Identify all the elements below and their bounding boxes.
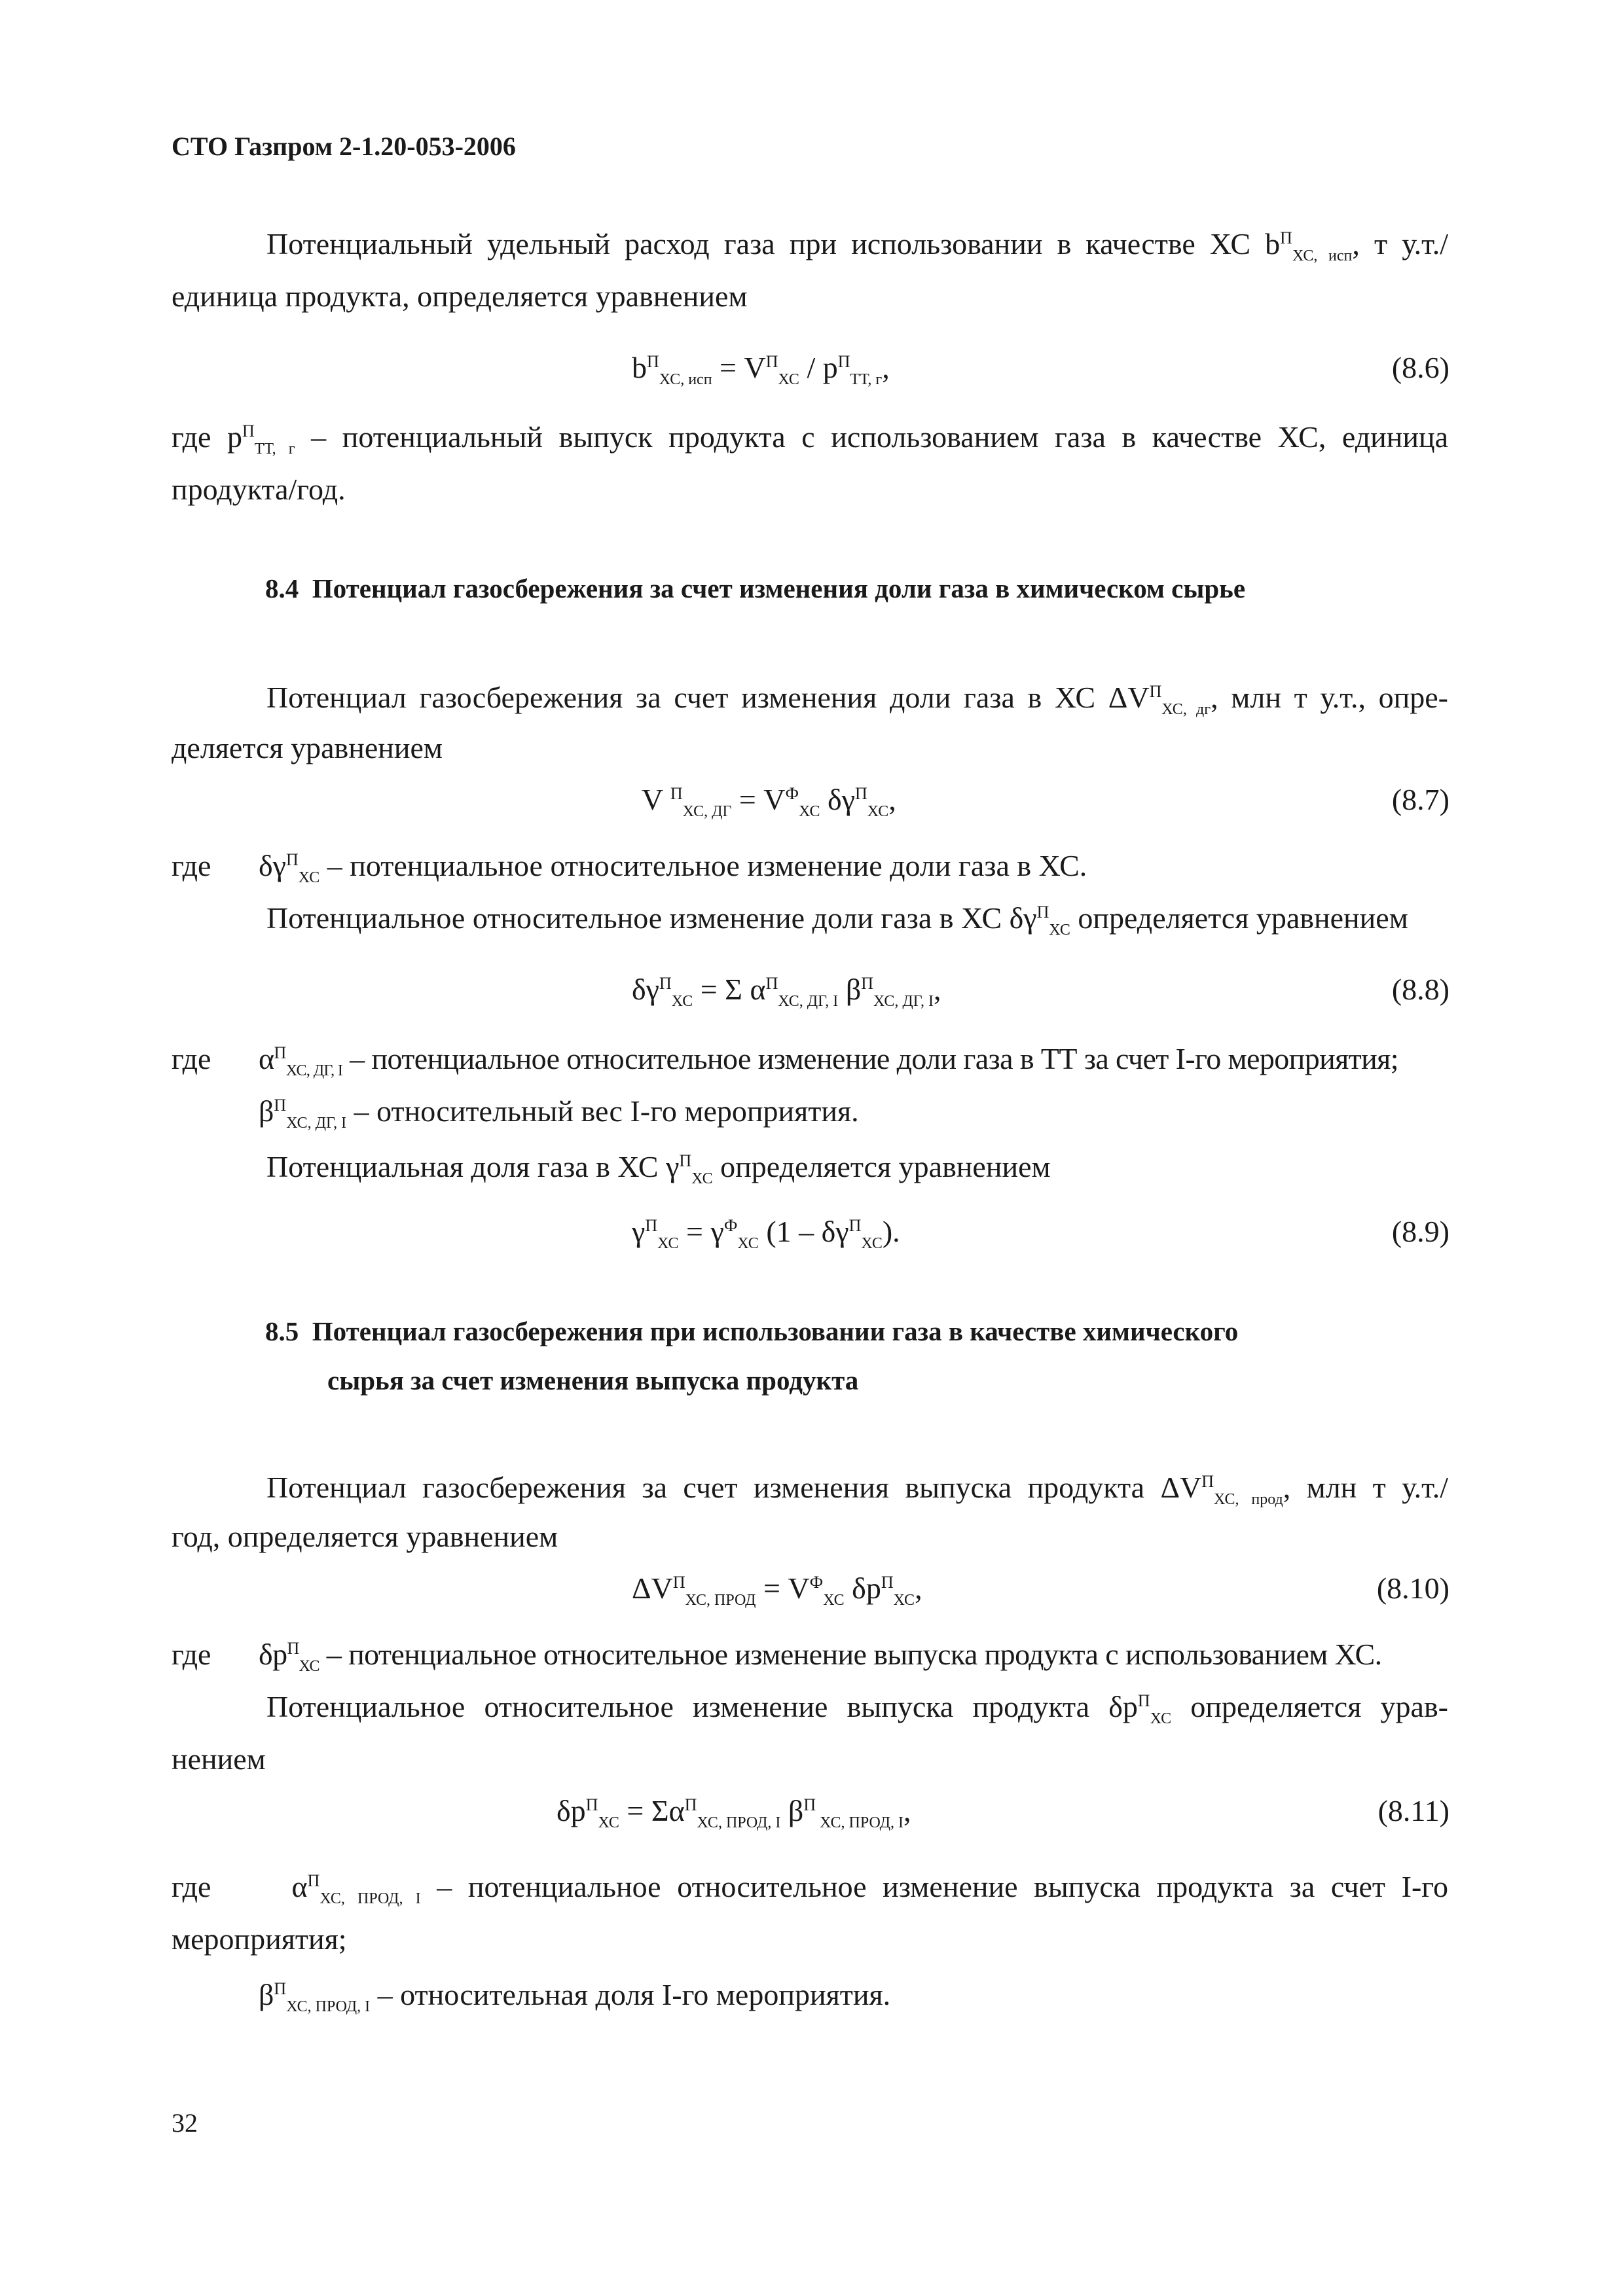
equation-explanation: где $p^П_{ТТ, г}$ – потенциальный выпуск продукта с использованием газа в качестве ХС, единица: [172, 420, 1449, 457]
section-heading-8-5: 8.5 Потенциал газосбережения при использовании газа в качестве химического: [265, 1316, 1239, 1346]
equation-8-7: V $^П_{ХС, ДГ} = V^Ф_{ХС}$ $\delta\gamma^П_{ХС}$,: [642, 783, 896, 820]
paragraph-line: нением: [172, 1742, 266, 1776]
paragraph-specific-gas-consumption: Потенциальный удельный расход газа при использовании в качестве ХС $b^П_{ХС, исп}$, т у.т./: [266, 227, 1449, 264]
equation-explanation: где $\alpha^П_{ХС, ПРОД, I}$ – потенциальное относительное изменение выпуска продукта за счет I-го: [172, 1870, 1448, 1907]
equation-explanation: $\delta p^П_{ХС}$ – потенциальное относительное изменение выпуска продукта с использованием ХС.: [259, 1638, 1382, 1675]
section-heading-8-4: 8.4 Потенциал газосбережения за счет изменения доли газа в химическом сырье: [265, 573, 1246, 603]
paragraph-line: продукта/год.: [172, 473, 346, 506]
equation-number: (8.6): [1391, 351, 1450, 384]
equation-8-9: $\gamma^П_{ХС} = \gamma^Ф_{ХС}$ $(1 - \delta\gamma^П_{ХС})$.: [632, 1215, 900, 1252]
equation-explanation-lead: где: [172, 1638, 211, 1671]
equation-explanation: $\alpha^П_{ХС, ДГ, I}$ – потенциальное относительное изменение доли газа в ТТ за счет I-го мероприятия;: [259, 1042, 1398, 1079]
paragraph-relative-change: Потенциальное относительное изменение доли газа в ХС $\delta\gamma^П_{ХС}$ определяется уравнением: [266, 901, 1408, 939]
paragraph-line: единица продукта, определяется уравнением: [172, 279, 748, 313]
paragraph-relative-output-change: Потенциальное относительное изменение выпуска продукта $\delta p^П_{ХС}$ определяется урав-: [266, 1690, 1448, 1727]
equation-number: (8.9): [1391, 1215, 1450, 1248]
paragraph-gas-share: Потенциальная доля газа в ХС $\gamma^П_{ХС}$ определяется уравнением: [266, 1150, 1051, 1187]
equation-number: (8.10): [1376, 1571, 1450, 1605]
section-heading-8-5-line2: сырья за счет изменения выпуска продукта: [327, 1365, 859, 1395]
equation-8-8: $\delta\gamma^П_{ХС} = \Sigma$ $\alpha^П_{ХС, ДГ, I}$ $\beta^П_{ХС, ДГ, I}$,: [632, 973, 941, 1010]
paragraph-line: год, определяется уравнением: [172, 1520, 558, 1553]
equation-explanation: $\beta^П_{ХС, ПРОД, I}$ – относительная доля I-го мероприятия.: [259, 1978, 891, 2015]
equation-explanation-lead: где: [172, 849, 211, 882]
paragraph-line: деляется уравнением: [172, 731, 443, 764]
equation-explanation-lead: где: [172, 1042, 211, 1075]
paragraph-line: мероприятия;: [172, 1922, 347, 1956]
equation-explanation: $\beta^П_{ХС, ДГ, I}$ – относительный вес I-го мероприятия.: [259, 1094, 859, 1132]
equation-8-10: $\Delta V^П_{ХС, ПРОД} = V^Ф_{ХС}$ $\delta p^П_{ХС}$,: [632, 1571, 922, 1609]
paragraph-product-output-potential: Потенциал газосбережения за счет изменения выпуска продукта $\Delta V^П_{ХС, прод}$, млн т у.т./: [266, 1471, 1448, 1508]
equation-explanation: $\delta\gamma^П_{ХС}$ – потенциальное относительное изменение доли газа в ХС.: [259, 849, 1087, 886]
equation-number: (8.8): [1391, 973, 1450, 1006]
equation-number: (8.11): [1377, 1794, 1450, 1827]
page-number: 32: [172, 2108, 198, 2138]
document-header: СТО Газпром 2-1.20-053-2006: [172, 132, 516, 161]
equation-8-6: $b^П_{ХС, исп} = V^П_{ХС} / p^П_{ТТ, г}$,: [632, 351, 890, 388]
equation-number: (8.7): [1391, 783, 1450, 816]
paragraph-gas-share-potential: Потенциал газосбережения за счет изменения доли газа в ХС $\Delta V^П_{ХС, дг}$, млн т у.т., опре-: [266, 681, 1448, 718]
equation-8-11: $\delta p^П_{ХС} = \Sigma\alpha^П_{ХС, ПРОД, I}$ $\beta^П$ $_{ХС, ПРОД, I}$,: [556, 1794, 911, 1831]
